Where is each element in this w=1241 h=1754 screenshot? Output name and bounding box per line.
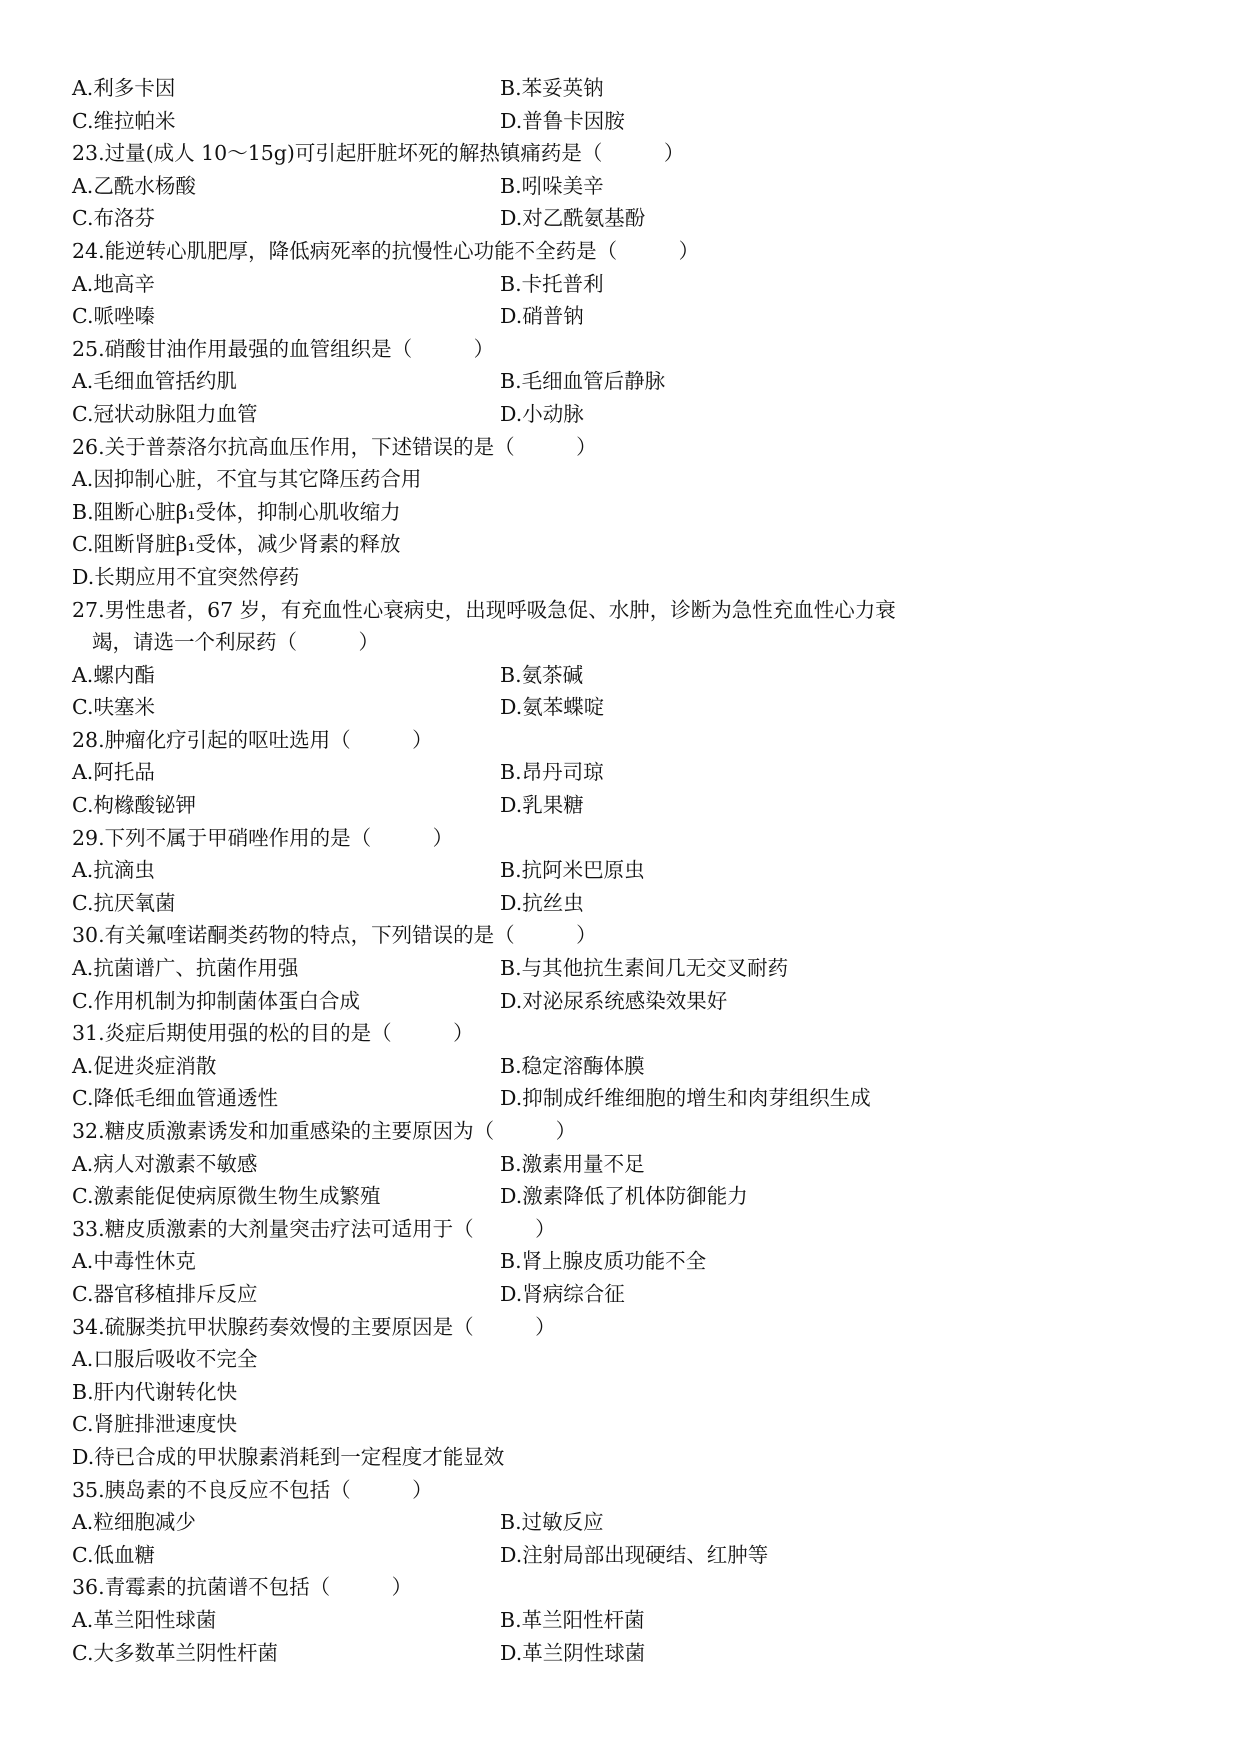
answer-option: A.抗菌谱广、抗菌作用强	[72, 956, 299, 981]
question-stem-continued: 竭，请选一个利尿药（ ）	[92, 630, 379, 655]
option-row	[72, 268, 1172, 301]
question-stem: 30.有关氟喹诺酮类药物的特点，下列错误的是（ ）	[72, 923, 597, 948]
answer-option: A.抗滴虫	[72, 858, 155, 883]
answer-option: C.呋塞米	[72, 695, 155, 720]
question-stem: 27.男性患者，67 岁，有充血性心衰病史，出现呼吸急促、水肿，诊断为急性充血性心力衰	[72, 597, 896, 622]
answer-option: A.乙酰水杨酸	[72, 173, 196, 198]
answer-option: C.维拉帕米	[72, 108, 176, 133]
answer-option: B.阻断心脏β₁受体，抑制心肌收缩力	[72, 499, 401, 524]
answer-option: D.乳果糖	[500, 793, 584, 818]
answer-option: D.激素降低了机体防御能力	[500, 1184, 748, 1209]
question-stem: 35.胰岛素的不良反应不包括（ ）	[72, 1477, 433, 1502]
answer-option: A.中毒性休克	[72, 1249, 196, 1274]
answer-option: D.革兰阴性球菌	[500, 1640, 646, 1665]
answer-option: D.氨苯蝶啶	[500, 695, 605, 720]
answer-option: D.待已合成的甲状腺素消耗到一定程度才能显效	[72, 1444, 505, 1469]
answer-option: D.普鲁卡因胺	[500, 108, 625, 133]
answer-option: B.过敏反应	[500, 1510, 604, 1535]
option-row	[72, 691, 1172, 724]
answer-option: A.因抑制心脏，不宜与其它降压药合用	[72, 467, 422, 492]
option-row	[72, 789, 1172, 822]
answer-option: A.毛细血管括约肌	[72, 369, 237, 394]
answer-option: C.大多数革兰阴性杆菌	[72, 1640, 278, 1665]
answer-option: C.枸橼酸铋钾	[72, 793, 196, 818]
answer-option: C.布洛芬	[72, 206, 155, 231]
answer-option: A.地高辛	[72, 271, 155, 296]
question-stem: 28.肿瘤化疗引起的呕吐选用（ ）	[72, 727, 433, 752]
answer-option: B.与其他抗生素间几无交叉耐药	[500, 956, 789, 981]
answer-option: B.肾上腺皮质功能不全	[500, 1249, 707, 1274]
option-row	[72, 1050, 1172, 1083]
answer-option: A.病人对激素不敏感	[72, 1151, 258, 1176]
option-row	[72, 854, 1172, 887]
option-row	[72, 952, 1172, 985]
option-row	[72, 365, 1172, 398]
question-stem: 26.关于普萘洛尔抗高血压作用，下述错误的是（ ）	[72, 434, 597, 459]
question-stem: 23.过量(成人 10～15g)可引起肝脏坏死的解热镇痛药是（ ）	[72, 141, 685, 166]
answer-option: B.革兰阳性杆菌	[500, 1607, 645, 1632]
answer-option: C.降低毛细血管通透性	[72, 1086, 278, 1111]
answer-option: D.抗丝虫	[500, 890, 584, 915]
answer-option: A.螺内酯	[72, 662, 155, 687]
answer-option: C.抗厌氧菌	[72, 890, 176, 915]
answer-option: D.肾病综合征	[500, 1281, 625, 1306]
answer-option: D.抑制成纤维细胞的增生和肉芽组织生成	[500, 1086, 871, 1111]
option-row	[72, 300, 1172, 333]
answer-option: C.激素能促使病原微生物生成繁殖	[72, 1184, 381, 1209]
option-row	[72, 1180, 1172, 1213]
answer-option: D.对乙酰氨基酚	[500, 206, 646, 231]
option-row	[72, 170, 1172, 203]
answer-option: D.小动脉	[500, 401, 584, 426]
answer-option: A.阿托品	[72, 760, 155, 785]
question-stem: 34.硫脲类抗甲状腺药奏效慢的主要原因是（ ）	[72, 1314, 556, 1339]
answer-option: B.吲哚美辛	[500, 173, 604, 198]
answer-option: C.肾脏排泄速度快	[72, 1412, 237, 1437]
option-row	[72, 105, 1172, 138]
option-row	[72, 1082, 1172, 1115]
option-row	[72, 887, 1172, 920]
option-row	[72, 985, 1172, 1018]
answer-option: A.促进炎症消散	[72, 1053, 217, 1078]
option-row	[72, 202, 1172, 235]
option-row	[72, 1506, 1172, 1539]
option-row	[72, 398, 1172, 431]
answer-option: C.作用机制为抑制菌体蛋白合成	[72, 988, 360, 1013]
answer-option: A.口服后吸收不完全	[72, 1347, 258, 1372]
answer-option: B.卡托普利	[500, 271, 604, 296]
option-row	[72, 72, 1172, 105]
answer-option: B.苯妥英钠	[500, 76, 604, 100]
answer-option: B.激素用量不足	[500, 1151, 645, 1176]
question-stem: 24.能逆转心肌肥厚，降低病死率的抗慢性心功能不全药是（ ）	[72, 238, 700, 263]
option-row	[72, 659, 1172, 692]
answer-option: B.氨茶碱	[500, 662, 584, 687]
answer-option: D.注射局部出现硬结、红肿等	[500, 1542, 769, 1567]
option-row	[72, 1604, 1172, 1637]
option-row	[72, 1278, 1172, 1311]
answer-option: D.对泌尿系统感染效果好	[500, 988, 728, 1013]
question-stem: 33.糖皮质激素的大剂量突击疗法可适用于（ ）	[72, 1216, 556, 1241]
answer-option: A.粒细胞减少	[72, 1510, 196, 1535]
option-row	[72, 1245, 1172, 1278]
question-stem: 36.青霉素的抗菌谱不包括（ ）	[72, 1575, 413, 1600]
answer-option: C.冠状动脉阻力血管	[72, 401, 258, 426]
answer-option: D.硝普钠	[500, 304, 584, 329]
question-list	[72, 72, 1172, 1669]
answer-option: B.稳定溶酶体膜	[500, 1053, 645, 1078]
question-stem: 29.下列不属于甲硝唑作用的是（ ）	[72, 825, 454, 850]
question-stem: 25.硝酸甘油作用最强的血管组织是（ ）	[72, 336, 495, 361]
option-row	[72, 756, 1172, 789]
answer-option: D.长期应用不宜突然停药	[72, 564, 300, 589]
answer-option: A.革兰阳性球菌	[72, 1607, 217, 1632]
question-stem: 32.糖皮质激素诱发和加重感染的主要原因为（ ）	[72, 1119, 577, 1143]
answer-option: C.器官移植排斥反应	[72, 1281, 258, 1306]
answer-option: B.肝内代谢转化快	[72, 1379, 238, 1404]
exam-page	[72, 72, 1172, 1669]
answer-option: C.低血糖	[72, 1542, 155, 1567]
question-stem: 31.炎症后期使用强的松的目的是（ ）	[72, 1021, 474, 1046]
answer-option: C.哌唑嗪	[72, 304, 155, 329]
answer-option: B.毛细血管后静脉	[500, 369, 666, 394]
answer-option: B.昂丹司琼	[500, 760, 604, 785]
answer-option: C.阻断肾脏β₁受体，减少肾素的释放	[72, 532, 401, 557]
option-row	[72, 1148, 1172, 1181]
answer-option: A.利多卡因	[72, 76, 176, 100]
answer-option: B.抗阿米巴原虫	[500, 858, 645, 883]
option-row	[72, 1539, 1172, 1572]
option-row	[72, 1637, 1172, 1670]
